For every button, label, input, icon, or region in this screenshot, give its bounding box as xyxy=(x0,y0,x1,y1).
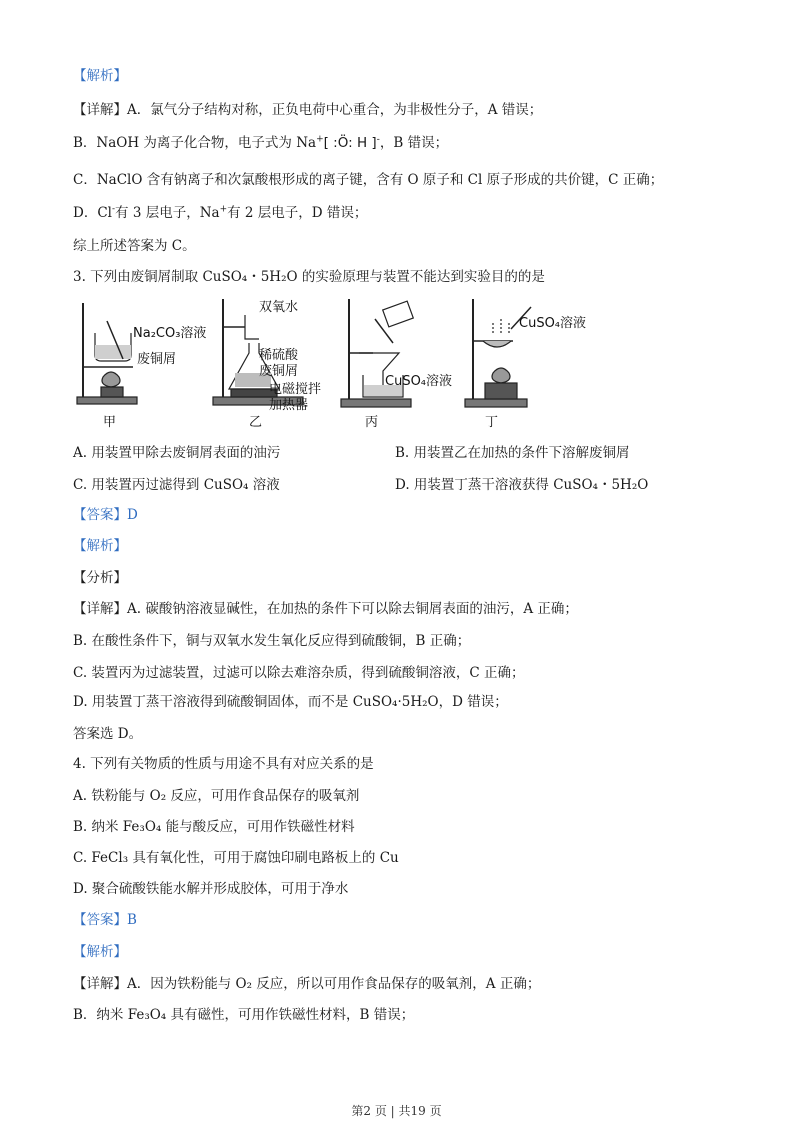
line-summary: 综上所述答案为 C。 xyxy=(73,238,196,254)
option-d: D. 用装置丁蒸干溶液获得 CuSO₄・5H₂O xyxy=(395,477,649,493)
q4-option-c: C. FeCl₃ 具有氧化性，可用于腐蚀印刷电路板上的 Cu xyxy=(73,850,399,866)
label-dianci2: 加热器 xyxy=(269,398,309,413)
detail-4-b: B．纳米 Fe₃O₄ 具有磁性，可用作铁磁性材料，B 错误； xyxy=(73,1007,415,1023)
line-detail-a: 【详解】A．氯气分子结构对称，正负电荷中心重合，为非极性分子，A 错误； xyxy=(73,102,543,118)
detail-4-a: 【详解】A．因为铁粉能与 O₂ 反应，所以可用作食品保存的吸氧剂，A 正确； xyxy=(73,976,541,992)
q4-option-b: B. 纳米 Fe₃O₄ 能与酸反应，可用作铁磁性材料 xyxy=(73,819,355,835)
label-shuangyangshui: 双氧水 xyxy=(259,300,299,315)
answer-3: 【答案】D xyxy=(73,507,138,523)
detail-3-b: B. 在酸性条件下，铜与双氧水发生氧化反应得到硫酸铜，B 正确； xyxy=(73,633,471,649)
question-4: 4. 下列有关物质的性质与用途不具有对应关系的是 xyxy=(73,756,374,772)
line-detail-b-tail: ，B 错误； xyxy=(379,135,449,151)
fenxi-3: 【分析】 xyxy=(73,570,127,586)
apparatus-figure xyxy=(73,293,613,433)
label-xiliusuan: 稀硫酸 xyxy=(259,348,299,363)
detail-3-a: 【详解】A. 碳酸钠溶液显碱性，在加热的条件下可以除去铜屑表面的油污，A 正确； xyxy=(73,601,578,617)
line-detail-c: C．NaClO 含有钠离子和次氯酸根形成的离子键，含有 O 原子和 Cl 原子形成的共价键，C 正确； xyxy=(73,172,664,188)
detail-3-d: D. 用装置丁蒸干溶液得到硫酸铜固体，而不是 CuSO₄·5H₂O，D 错误； xyxy=(73,694,508,710)
label-feitongxie: 废铜屑 xyxy=(137,352,177,367)
label-cuso4-d: CuSO₄溶液 xyxy=(519,316,587,331)
label-bing: 丙 xyxy=(365,415,379,430)
option-a: A. 用装置甲除去废铜屑表面的油污 xyxy=(73,445,281,461)
line-detail-d-p1: D．Cl xyxy=(73,205,112,221)
question-3: 3. 下列由废铜屑制取 CuSO₄・5H₂O 的实验原理与装置不能达到实验目的的是 xyxy=(73,269,545,285)
line-detail-d: D．Cl-有 3 层电子，Na+有 2 层电子，D 错误； xyxy=(73,204,368,221)
q4-option-a: A. 铁粉能与 O₂ 反应，可用作食品保存的吸氧剂 xyxy=(73,788,360,804)
electron-formula: [ :Ö: H ]- xyxy=(323,134,380,151)
label-na2co3: Na₂CO₃溶液 xyxy=(133,326,207,341)
detail-3-c: C. 装置丙为过滤装置，过滤可以除去难溶杂质，得到硫酸铜溶液，C 正确； xyxy=(73,665,525,681)
label-jia: 甲 xyxy=(103,415,117,430)
line-detail-d-p3: 有 2 层电子，D 错误； xyxy=(227,205,368,221)
page-footer: 第2 页 | 共19 页 xyxy=(351,1104,442,1118)
line-analysis-1: 【解析】 xyxy=(73,68,127,84)
option-b: B. 用装置乙在加热的条件下溶解废铜屑 xyxy=(395,445,630,461)
analysis-4: 【解析】 xyxy=(73,944,127,960)
line-detail-d-p2: 有 3 层电子，Na xyxy=(115,205,220,221)
label-cuso4-c: CuSO₄溶液 xyxy=(385,374,453,389)
analysis-3: 【解析】 xyxy=(73,538,127,554)
label-yi: 乙 xyxy=(249,415,263,430)
line-detail-b: B．NaOH 为离子化合物，电子式为 Na+[ :Ö: H ]-，B 错误； xyxy=(73,134,449,151)
option-c: C. 用装置丙过滤得到 CuSO₄ 溶液 xyxy=(73,477,280,493)
label-dianci1: 电磁搅拌 xyxy=(269,382,322,397)
line-detail-b-text: B．NaOH 为离子化合物，电子式为 Na xyxy=(73,135,317,151)
q4-option-d: D. 聚合硫酸铁能水解并形成胶体，可用于净水 xyxy=(73,881,349,897)
label-ding: 丁 xyxy=(485,415,499,430)
answer-4: 【答案】B xyxy=(73,912,137,928)
label-feitongxie2: 废铜屑 xyxy=(259,364,299,379)
answer-choice-3: 答案选 D。 xyxy=(73,726,143,742)
